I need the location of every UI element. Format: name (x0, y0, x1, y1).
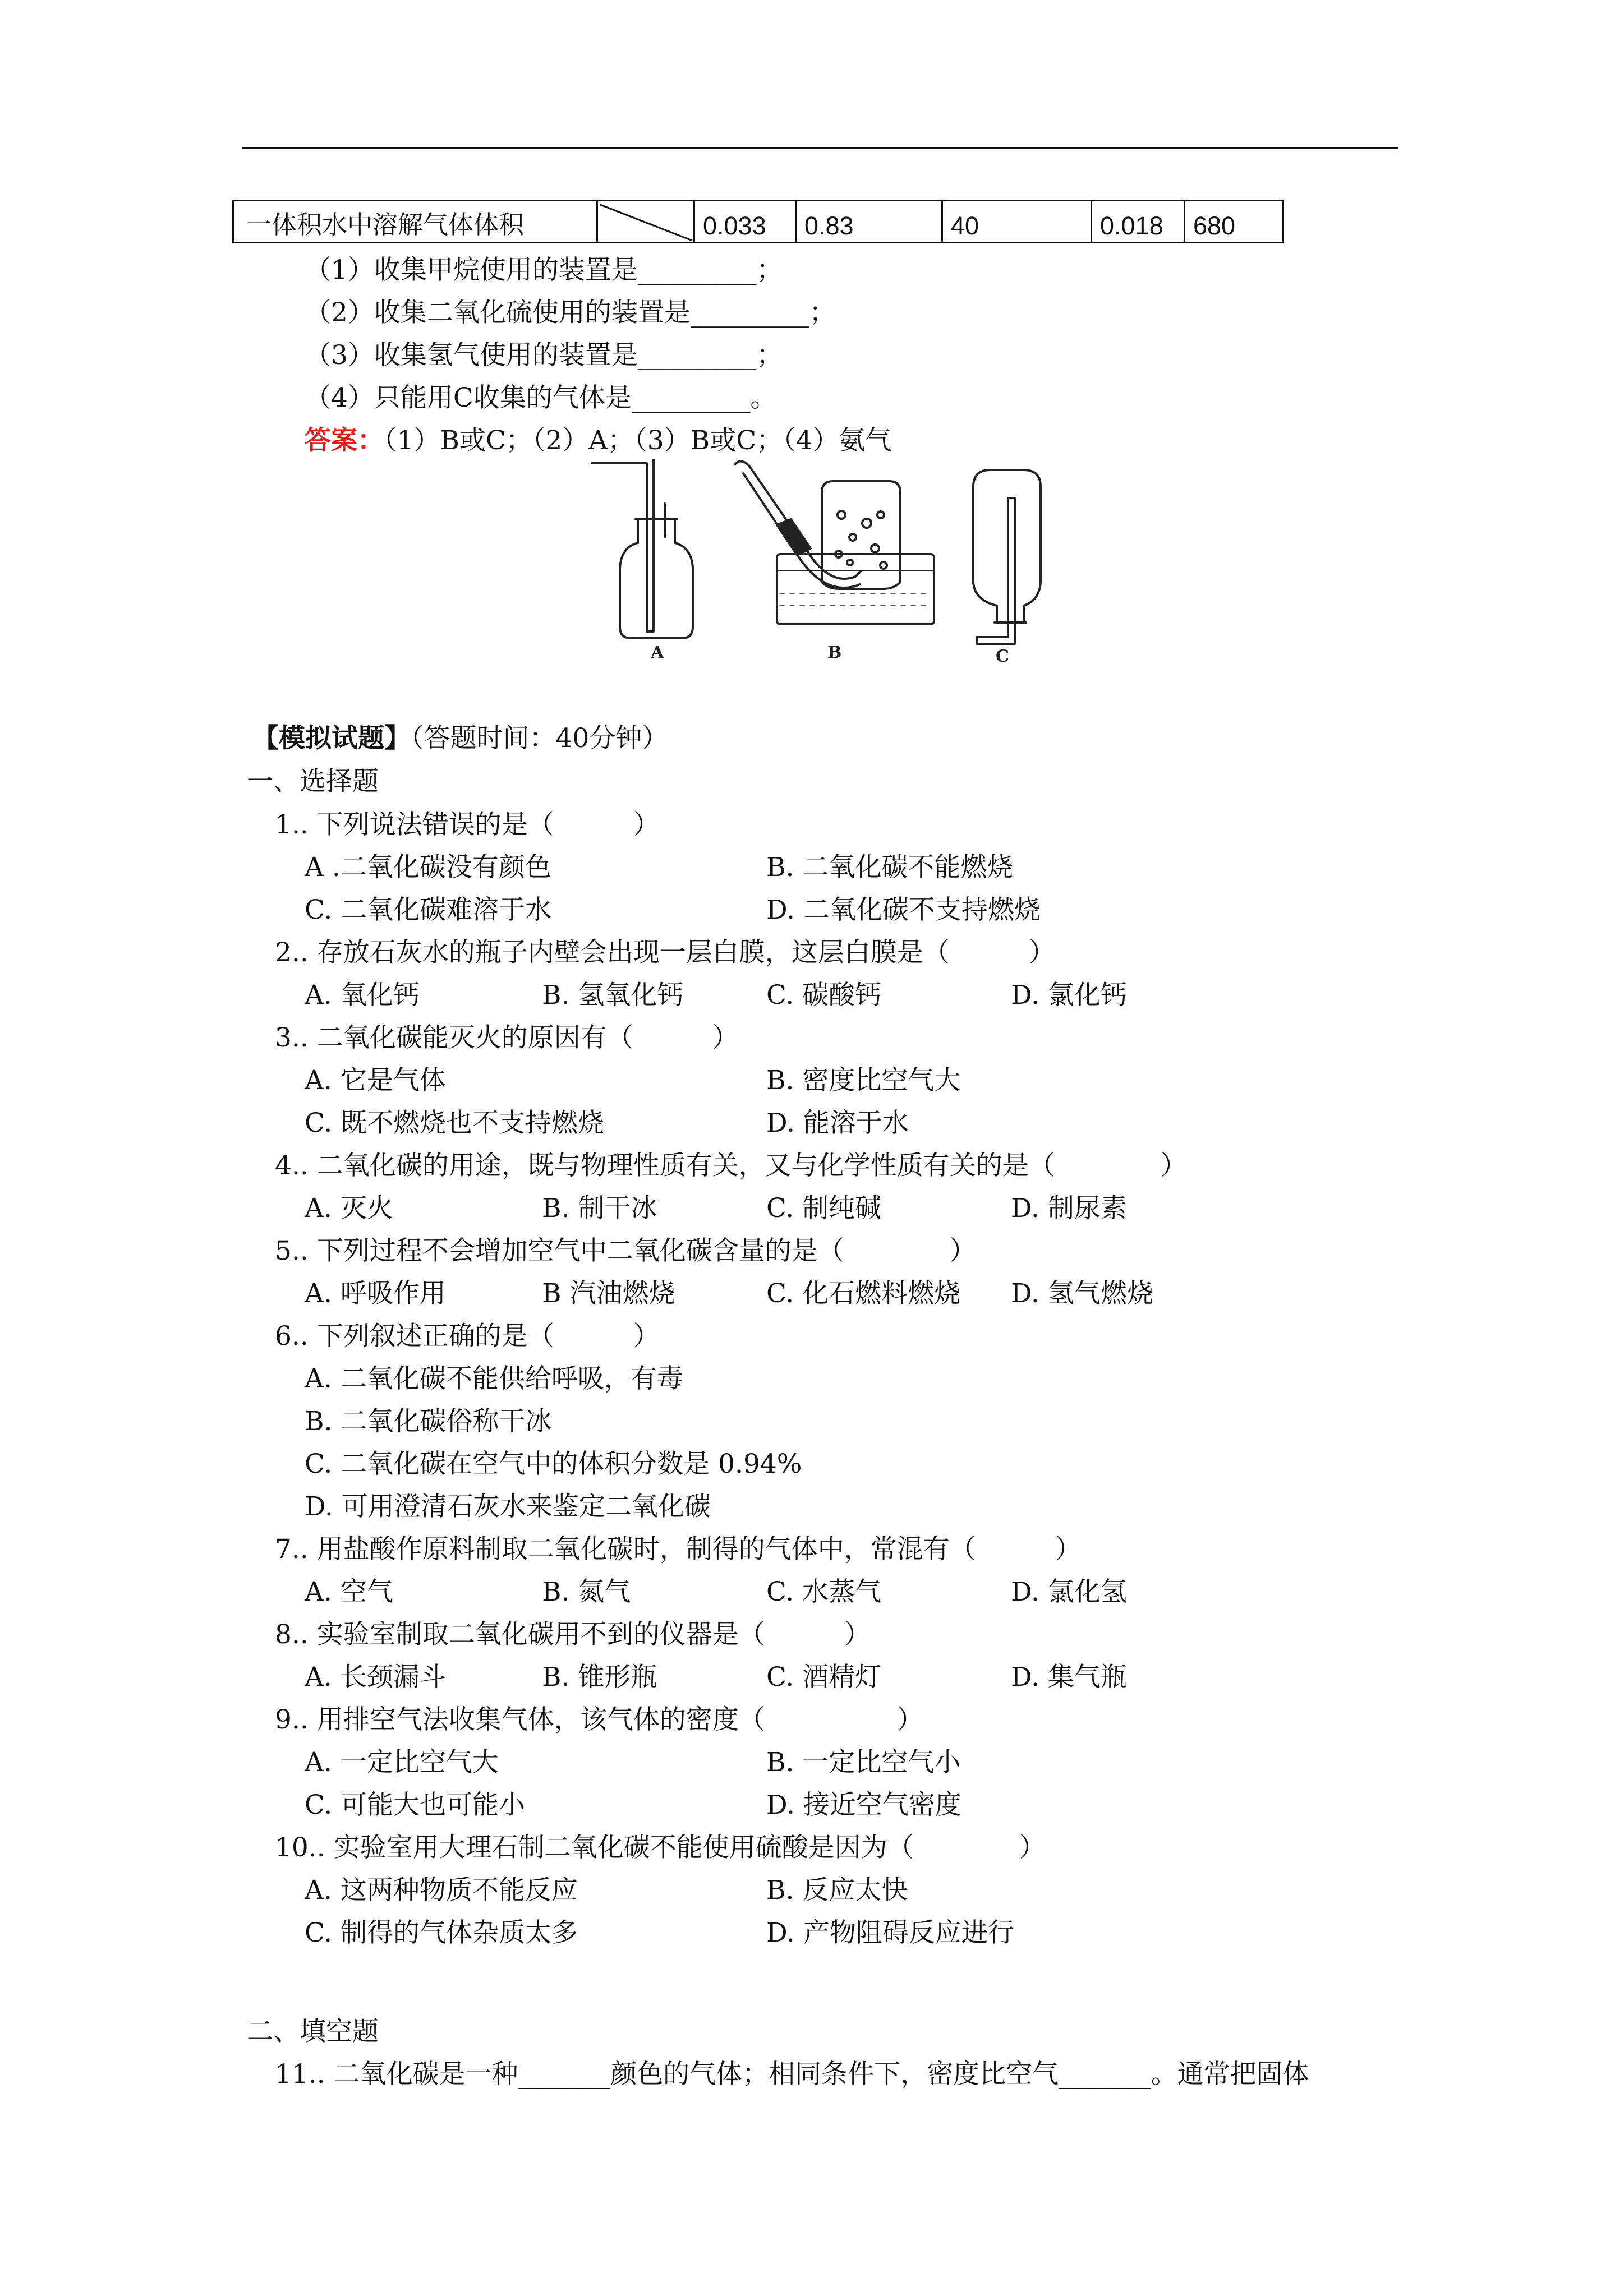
question-6-option-b: B. 二氧化碳俗称干冰 (305, 1406, 552, 1437)
question-6-option-d: D. 可用澄清石灰水来鉴定二氧化碳 (305, 1491, 711, 1522)
apparatus-b (735, 461, 934, 662)
question-2-option-a: A. 氧化钙 (305, 980, 420, 1011)
diagonal-cell (597, 201, 694, 243)
section-heading (252, 722, 668, 755)
table-question-4: （4）只能用C收集的气体是_________。 (305, 382, 777, 413)
question-2-option-c: C. 碳酸钙 (766, 980, 882, 1011)
question-11-text: 11.. 二氧化碳是一种_______颜色的气体；相同条件下，密度比空气_______。通常把固体 (275, 2059, 1309, 2090)
table-cell: 40 (942, 201, 1092, 243)
answer-label: 答案： (305, 425, 384, 456)
question-8-option-b: B. 锥形瓶 (542, 1662, 657, 1693)
question-8-stem: 8.. 实验室制取二氧化碳用不到的仪器是（ ） (275, 1619, 871, 1650)
question-3-option-c: C. 既不燃烧也不支持燃烧 (305, 1108, 605, 1138)
gas-solubility-table (232, 200, 1284, 243)
question-7-option-b: B. 氮气 (542, 1576, 631, 1607)
header-rule (242, 147, 1398, 149)
question-10-option-c: C. 制得的气体杂质太多 (305, 1917, 578, 1948)
question-1-option-c: C. 二氧化碳难溶于水 (305, 895, 552, 925)
question-4-option-c: C. 制纯碱 (766, 1193, 882, 1224)
question-9-option-b: B. 一定比空气小 (766, 1747, 961, 1778)
question-7-option-c: C. 水蒸气 (766, 1576, 882, 1607)
question-2-stem: 2.. 存放石灰水的瓶子内壁会出现一层白膜，这层白膜是（ ） (275, 937, 1055, 968)
section-time: （答题时间：40分钟） (411, 723, 669, 754)
table-row-label: 一体积水中溶解气体体积 (233, 201, 597, 243)
question-5-option-b: B 汽油燃烧 (542, 1278, 675, 1309)
question-7-option-d: D. 氯化氢 (1011, 1576, 1127, 1607)
question-9-option-c: C. 可能大也可能小 (305, 1790, 526, 1820)
table-row (233, 201, 1283, 243)
question-6-option-c: C. 二氧化碳在空气中的体积分数是 0.94% (305, 1449, 802, 1479)
question-5-option-a: A. 呼吸作用 (305, 1278, 446, 1309)
question-8-option-d: D. 集气瓶 (1011, 1662, 1127, 1693)
question-2-option-d: D. 氯化钙 (1011, 980, 1127, 1011)
question-10-option-b: B. 反应太快 (766, 1875, 908, 1906)
apparatus-a (592, 459, 693, 662)
table-cell: 0.018 (1092, 201, 1185, 243)
table-question-2: （2）收集二氧化硫使用的装置是_________； (305, 297, 836, 328)
question-6-stem: 6.. 下列叙述正确的是（ ） (275, 1321, 660, 1352)
section-title: 【模拟试题】 (252, 723, 411, 754)
question-2-option-b: B. 氢氧化钙 (542, 980, 684, 1011)
question-10-option-a: A. 这两种物质不能反应 (305, 1875, 578, 1906)
diagonal-line (598, 202, 693, 242)
question-8-option-c: C. 酒精灯 (766, 1662, 882, 1693)
table-question-3: （3）收集氢气使用的装置是_________； (305, 340, 783, 371)
question-3-option-a: A. 它是气体 (305, 1065, 446, 1096)
question-4-option-a: A. 灭火 (305, 1193, 393, 1224)
question-1-option-b: B. 二氧化碳不能燃烧 (766, 852, 1014, 883)
question-4-option-d: D. 制尿素 (1011, 1193, 1127, 1224)
question-5-stem: 5.. 下列过程不会增加空气中二氧化碳含量的是（ ） (275, 1235, 976, 1266)
figure-label-a: A (651, 643, 664, 662)
table-cell: 680 (1185, 201, 1283, 243)
question-5-option-c: C. 化石燃料燃烧 (766, 1278, 961, 1309)
question-1-option-d: D. 二氧化碳不支持燃烧 (766, 895, 1041, 925)
question-9-option-a: A. 一定比空气大 (305, 1747, 499, 1778)
table-question-1: （1）收集甲烷使用的装置是_________； (305, 255, 783, 285)
question-4-stem: 4.. 二氧化碳的用途，既与物理性质有关，又与化学性质有关的是（ ） (275, 1150, 1187, 1181)
answer-line (305, 424, 892, 458)
table-cell: 0.033 (694, 201, 796, 243)
question-7-option-a: A. 空气 (305, 1576, 393, 1607)
table-cell: 0.83 (796, 201, 942, 243)
question-6-option-a: A. 二氧化碳不能供给呼吸，有毒 (305, 1363, 683, 1394)
question-10-stem: 10.. 实验室用大理石制二氧化碳不能使用硫酸是因为（ ） (275, 1832, 1046, 1863)
figure-label-b: B (827, 643, 842, 662)
gas-collection-apparatus-figure (586, 459, 1046, 663)
figure-label-c: C (996, 647, 1009, 663)
question-4-option-b: B. 制干冰 (542, 1193, 657, 1224)
question-9-stem: 9.. 用排空气法收集气体，该气体的密度（ ） (275, 1704, 923, 1735)
question-1-stem: 1.. 下列说法错误的是（ ） (275, 809, 660, 840)
apparatus-c (973, 470, 1041, 663)
part2-title: 二、填空题 (247, 2016, 379, 2047)
question-7-stem: 7.. 用盐酸作原料制取二氧化碳时，制得的气体中，常混有（ ） (275, 1534, 1082, 1565)
question-3-option-d: D. 能溶于水 (766, 1108, 909, 1138)
question-10-option-d: D. 产物阻碍反应进行 (766, 1917, 1014, 1948)
question-3-stem: 3.. 二氧化碳能灭火的原因有（ ） (275, 1022, 739, 1053)
part1-title: 一、选择题 (247, 766, 379, 797)
question-1-option-a: A .二氧化碳没有颜色 (305, 852, 551, 883)
question-8-option-a: A. 长颈漏斗 (305, 1662, 446, 1693)
answer-text: （1）B或C；（2）A；（3）B或C；（4）氨气 (384, 425, 892, 456)
question-9-option-d: D. 接近空气密度 (766, 1790, 961, 1820)
question-3-option-b: B. 密度比空气大 (766, 1065, 961, 1096)
question-5-option-d: D. 氢气燃烧 (1011, 1278, 1153, 1309)
